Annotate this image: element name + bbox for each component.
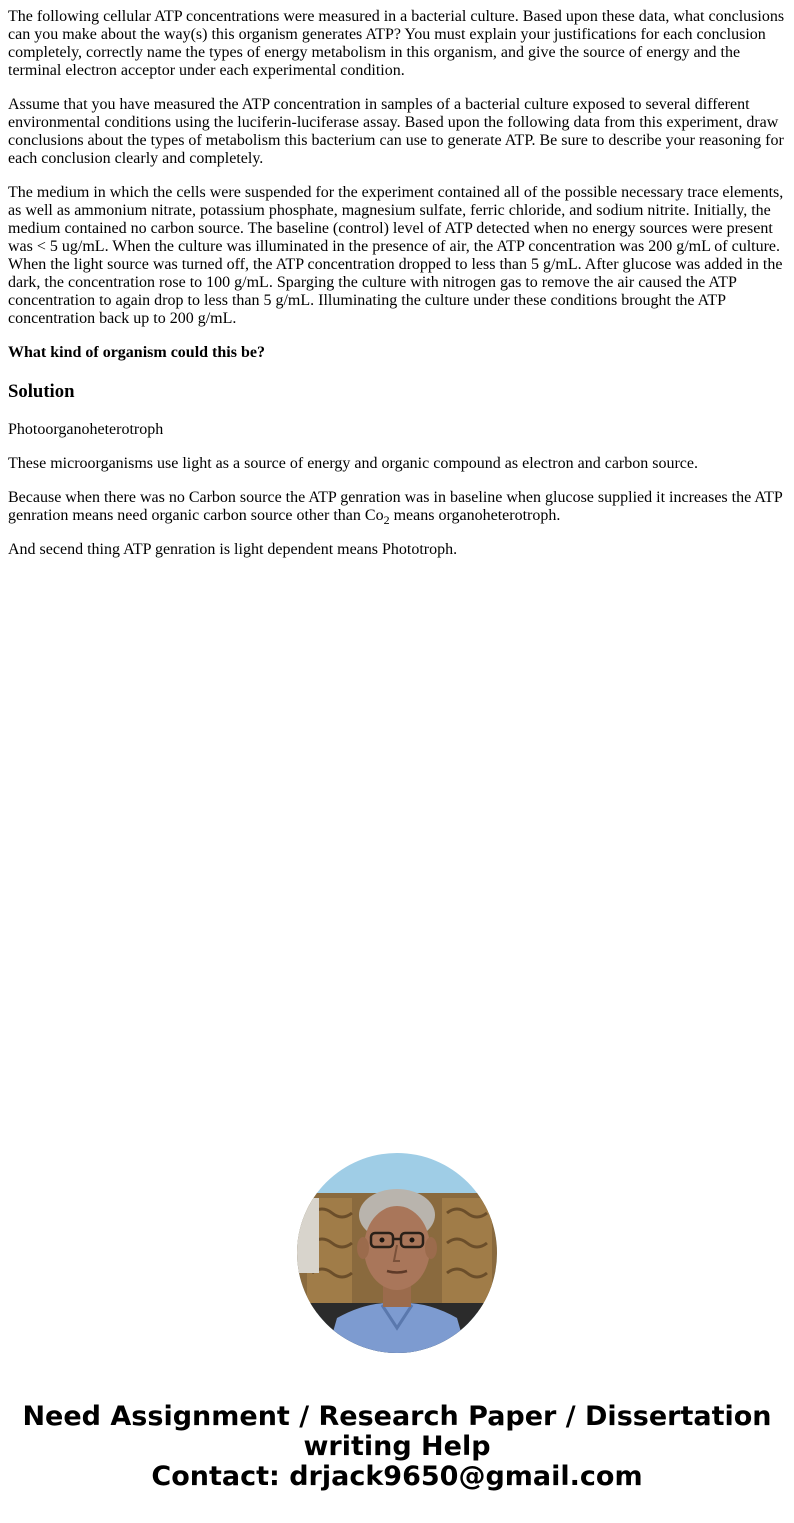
solution-answer: Photoorganoheterotroph (8, 421, 164, 438)
question-paragraph-2: Assume that you have measured the ATP concentration in samples of a bacterial culture exposed to several different environmental conditions using the luciferin-luciferase assay. Based upon the following data from this experiment, draw conclusions about the types of metabolism this bacterium can use to generate ATP. Be sure to describe your reasoning for each conclusion clearly and completely. (8, 96, 784, 167)
explanation-2-tail: means organoheterotroph. (389, 507, 561, 524)
solution-heading: Solution (8, 381, 75, 402)
question-paragraph-3: The medium in which the cells were suspended for the experiment contained all of the possible necessary trace elements, as well as ammonium nitrate, potassium phosphate, magnesium sulfate, ferric chloride, and sodium nitrite. Initially, the medium contained no carbon source. The baseline (control) level of ATP detected when no energy sources were present was < 5 ug/mL. When the culture was illuminated in the presence of air, the ATP concentration was 200 g/mL of culture. When the light source was turned off, the ATP concentration dropped to less than 5 g/mL. After glucose was added in the dark, the concentration rose to 100 g/mL. Sparging the culture with nitrogen gas to remove the air caused the ATP concentration to again drop to less than 5 g/mL. Illuminating the culture under these conditions brought the ATP concentration back up to 200 g/mL. (8, 184, 784, 327)
solution-explanation-2 (8, 489, 786, 525)
promo-banner (0, 1402, 794, 1492)
promo-contact: Contact: drjack9650@gmail.com (151, 1461, 643, 1492)
author-photo-icon (297, 1153, 497, 1353)
explanation-2-text: Because when there was no Carbon source the ATP genration was in baseline when glucose supplied it increases the ATP genration means need organic carbon source other than Co (8, 489, 783, 524)
solution-explanation-1: These microorganisms use light as a source of energy and organic compound as electron and carbon source. (8, 455, 699, 472)
question-content (8, 8, 786, 575)
question-prompt: What kind of organism could this be? (8, 344, 265, 361)
question-paragraph-1: The following cellular ATP concentrations were measured in a bacterial culture. Based upon these data, what conclusions can you make about the way(s) this organism generates ATP? You must explain your justifications for each conclusion completely, correctly name the types of energy metabolism in this organism, and give the source of energy and the terminal electron acceptor under each experimental condition. (8, 8, 785, 79)
solution-explanation-3: And secend thing ATP genration is light dependent means Phototroph. (8, 541, 458, 558)
promo-line-1: Need Assignment / Research Paper / Dissertation (22, 1401, 772, 1432)
author-avatar (297, 1153, 497, 1353)
promo-line-2: writing Help (303, 1431, 491, 1462)
co2-subscript: 2 (383, 513, 390, 527)
